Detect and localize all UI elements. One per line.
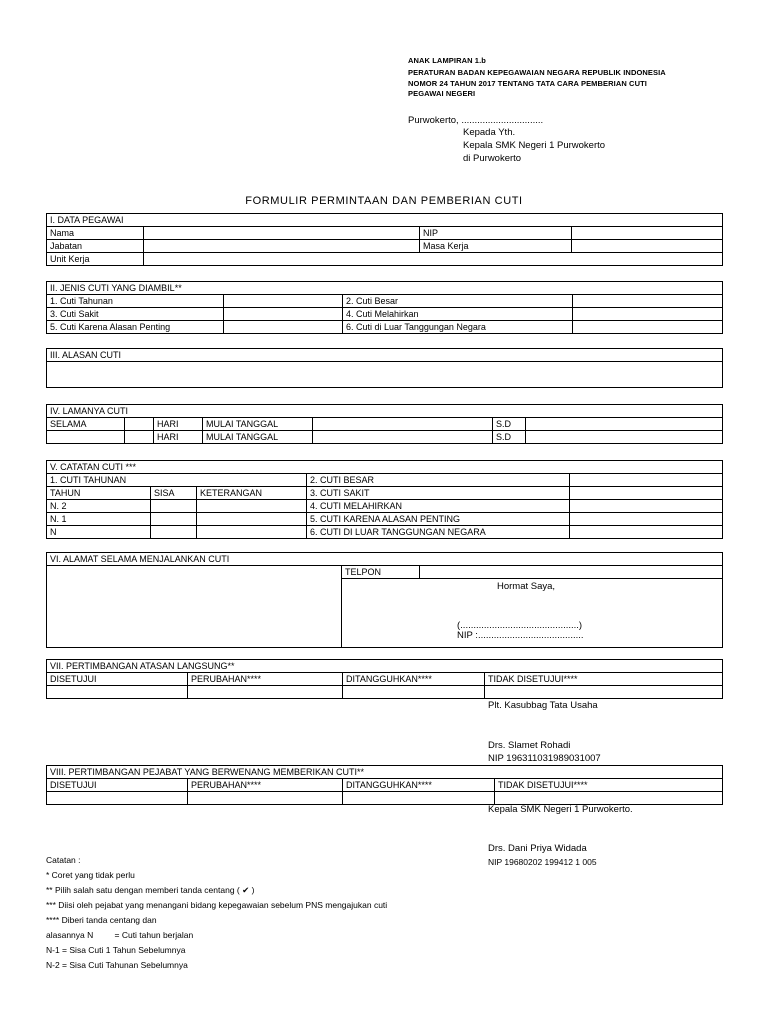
disetujui-header: DISETUJUI (47, 673, 188, 686)
ditangguhkan-check[interactable] (343, 792, 495, 805)
cuti-luar-tanggungan-check[interactable] (573, 321, 723, 334)
note-line: N-2 = Sisa Cuti Tahunan Sebelumnya (46, 960, 188, 970)
atasan-title: Plt. Kasubbag Tata Usaha (488, 700, 598, 711)
keterangan-n-field[interactable] (197, 526, 307, 539)
start-date-field[interactable] (313, 418, 493, 431)
disetujui-check[interactable] (47, 792, 188, 805)
atasan-nip: NIP 196311031989031007 (488, 753, 601, 764)
hari-count-field-2[interactable] (125, 431, 154, 444)
telpon-label: TELPON (342, 566, 420, 579)
perubahan-header: PERUBAHAN**** (188, 673, 343, 686)
section-lamanya-cuti (46, 404, 723, 444)
section-title: V. CATATAN CUTI *** (47, 461, 723, 474)
applicant-nip-line[interactable]: NIP :........................................ (457, 630, 584, 641)
note-line: * Coret yang tidak perlu (46, 870, 135, 880)
cuti-sakit-label: 3. Cuti Sakit (47, 308, 224, 321)
tahun-header: TAHUN (47, 487, 151, 500)
cuti-luar-tanggungan-label: 6. CUTI DI LUAR TANGGUNGAN NEGARA (307, 526, 570, 539)
nip-field[interactable] (572, 227, 723, 240)
hormat-saya: Hormat Saya, (497, 581, 556, 592)
nip-label: NIP (420, 227, 572, 240)
note-line: N-1 = Sisa Cuti 1 Tahun Sebelumnya (46, 945, 186, 955)
ditangguhkan-check[interactable] (343, 686, 485, 699)
applicant-signature-line[interactable]: (.............................................) (457, 620, 583, 631)
year-n1-label: N. 1 (47, 513, 151, 526)
cuti-melahirkan-note[interactable] (570, 500, 723, 513)
pejabat-name: Drs. Dani Priya Widada (488, 843, 587, 854)
section-title: IV. LAMANYA CUTI (47, 405, 723, 418)
section-jenis-cuti (46, 281, 723, 334)
hari-label: HARI (154, 418, 203, 431)
alamat-field[interactable] (47, 566, 342, 579)
perubahan-header: PERUBAHAN**** (188, 779, 343, 792)
section-title: VI. ALAMAT SELAMA MENJALANKAN CUTI (47, 553, 723, 566)
section-title: VIII. PERTIMBANGAN PEJABAT YANG BERWENANG MEMBERIKAN CUTI** (47, 766, 723, 779)
perubahan-check[interactable] (188, 686, 343, 699)
section-title: VII. PERTIMBANGAN ATASAN LANGSUNG** (47, 660, 723, 673)
cuti-alasan-penting-note[interactable] (570, 513, 723, 526)
end-date-field-2[interactable] (526, 431, 723, 444)
cuti-luar-tanggungan-note[interactable] (570, 526, 723, 539)
cuti-alasan-penting-label: 5. CUTI KARENA ALASAN PENTING (307, 513, 570, 526)
cuti-alasan-penting-label: 5. Cuti Karena Alasan Penting (47, 321, 224, 334)
regulation-line-1: PERATURAN BADAN KEPEGAWAIAN NEGARA REPUBLIK INDONESIA (408, 68, 666, 77)
jabatan-field[interactable] (144, 240, 420, 253)
cuti-tahunan-check[interactable] (224, 295, 343, 308)
cuti-tahunan-label: 1. Cuti Tahunan (47, 295, 224, 308)
telpon-field[interactable] (420, 566, 723, 579)
tidak-disetujui-check[interactable] (495, 792, 723, 805)
masa-kerja-label: Masa Kerja (420, 240, 572, 253)
section-title: I. DATA PEGAWAI (47, 214, 723, 227)
section-catatan-cuti (46, 460, 723, 539)
unit-kerja-field[interactable] (144, 253, 723, 266)
year-n-label: N (47, 526, 151, 539)
tidak-disetujui-header: TIDAK DISETUJUI**** (485, 673, 723, 686)
year-n2-label: N. 2 (47, 500, 151, 513)
start-date-field-2[interactable] (313, 431, 493, 444)
alasan-cuti-field[interactable] (47, 362, 723, 388)
cuti-besar-check[interactable] (573, 295, 723, 308)
cuti-besar-label: 2. Cuti Besar (343, 295, 573, 308)
cuti-melahirkan-check[interactable] (573, 308, 723, 321)
section-title: III. ALASAN CUTI (47, 349, 723, 362)
atasan-name: Drs. Slamet Rohadi (488, 740, 571, 751)
keterangan-header: KETERANGAN (197, 487, 307, 500)
cuti-besar-label: 2. CUTI BESAR (307, 474, 570, 487)
tidak-disetujui-header: TIDAK DISETUJUI**** (495, 779, 723, 792)
sisa-n1-field[interactable] (151, 513, 197, 526)
section-alamat-cuti (46, 552, 723, 648)
section-alasan-cuti (46, 348, 723, 388)
notes-title: Catatan : (46, 855, 81, 865)
section-data-pegawai (46, 213, 723, 266)
regulation-line-2: NOMOR 24 TAHUN 2017 TENTANG TATA CARA PEMBERIAN CUTI (408, 79, 647, 88)
nama-label: Nama (47, 227, 144, 240)
mulai-tanggal-label: MULAI TANGGAL (203, 418, 313, 431)
perubahan-check[interactable] (188, 792, 343, 805)
cuti-sakit-note[interactable] (570, 487, 723, 500)
note-line: **** Diberi tanda centang dan (46, 915, 157, 925)
ditangguhkan-header: DITANGGUHKAN**** (343, 779, 495, 792)
cuti-melahirkan-label: 4. Cuti Melahirkan (343, 308, 573, 321)
mulai-tanggal-label: MULAI TANGGAL (203, 431, 313, 444)
lampiran-label: ANAK LAMPIRAN 1.b (408, 56, 486, 65)
alamat-field-continued[interactable] (47, 579, 342, 648)
section-pertimbangan-atasan (46, 659, 723, 699)
unit-kerja-label: Unit Kerja (47, 253, 144, 266)
disetujui-header: DISETUJUI (47, 779, 188, 792)
selama-blank (47, 431, 125, 444)
selama-label: SELAMA (47, 418, 125, 431)
keterangan-n1-field[interactable] (197, 513, 307, 526)
jabatan-label: Jabatan (47, 240, 144, 253)
pejabat-nip: NIP 19680202 199412 1 005 (488, 857, 597, 867)
cuti-melahirkan-label: 4. CUTI MELAHIRKAN (307, 500, 570, 513)
sd-label: S.D (493, 418, 526, 431)
sd-label: S.D (493, 431, 526, 444)
addressee-name: Kepala SMK Negeri 1 Purwokerto (463, 140, 606, 151)
place-date: Purwokerto, ............................... (408, 115, 544, 126)
form-title: FORMULIR PERMINTAAN DAN PEMBERIAN CUTI (245, 195, 523, 207)
pejabat-title: Kepala SMK Negeri 1 Purwokerto. (488, 804, 633, 815)
end-date-field[interactable] (526, 418, 723, 431)
hari-count-field[interactable] (125, 418, 154, 431)
cuti-luar-tanggungan-label: 6. Cuti di Luar Tanggungan Negara (343, 321, 573, 334)
nama-field[interactable] (144, 227, 420, 240)
ditangguhkan-header: DITANGGUHKAN**** (343, 673, 485, 686)
sisa-n2-field[interactable] (151, 500, 197, 513)
cuti-alasan-penting-check[interactable] (224, 321, 343, 334)
sisa-header: SISA (151, 487, 197, 500)
disetujui-check[interactable] (47, 686, 188, 699)
hari-label: HARI (154, 431, 203, 444)
cuti-tahunan-header: 1. CUTI TAHUNAN (47, 474, 307, 487)
tidak-disetujui-check[interactable] (485, 686, 723, 699)
masa-kerja-field[interactable] (572, 240, 723, 253)
section-title: II. JENIS CUTI YANG DIAMBIL** (47, 282, 723, 295)
note-line: ** Pilih salah satu dengan memberi tanda centang ( ✔ ) (46, 885, 255, 895)
section-pertimbangan-pejabat (46, 765, 723, 805)
sisa-n-field[interactable] (151, 526, 197, 539)
keterangan-n2-field[interactable] (197, 500, 307, 513)
cuti-sakit-label: 3. CUTI SAKIT (307, 487, 570, 500)
cuti-sakit-check[interactable] (224, 308, 343, 321)
note-line: *** Diisi oleh pejabat yang menangani bidang kepegawaian sebelum PNS mengajukan cuti (46, 900, 388, 910)
cuti-besar-note[interactable] (570, 474, 723, 487)
regulation-line-3: PEGAWAI NEGERI (408, 89, 476, 98)
note-line: alasannya N = Cuti tahun berjalan (46, 930, 194, 940)
addressee-location: di Purwokerto (463, 153, 522, 164)
addressee-greeting: Kepada Yth. (463, 127, 516, 138)
